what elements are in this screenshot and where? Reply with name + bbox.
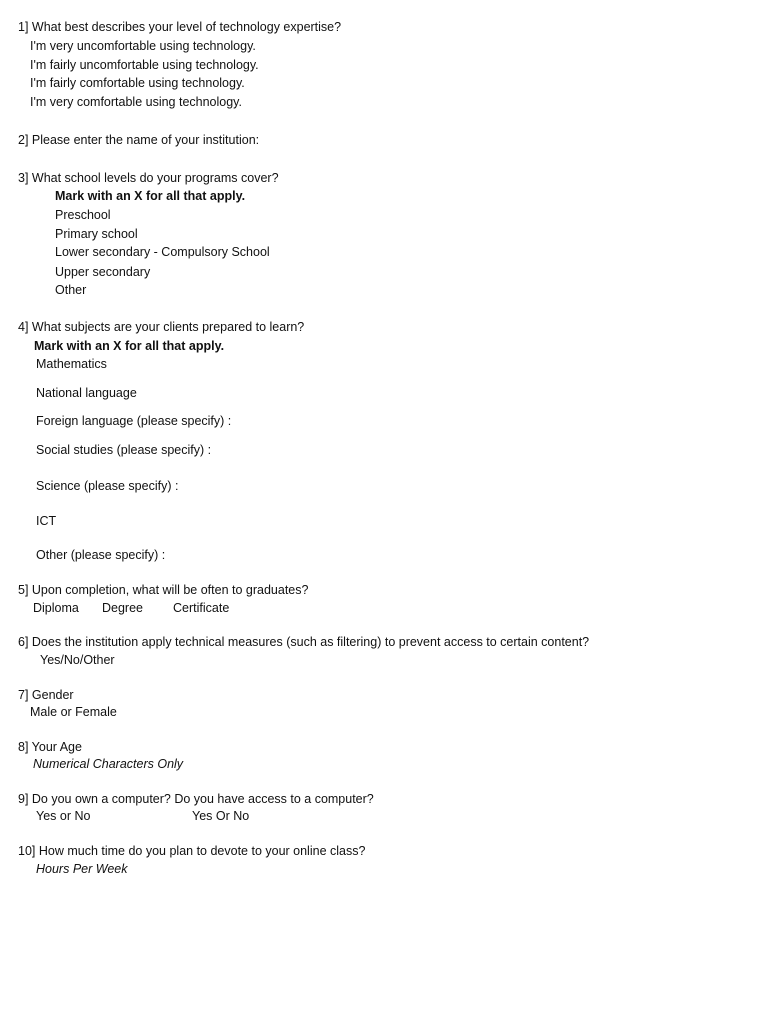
q7-question: 7] Gender xyxy=(18,688,74,702)
q3-option-primary[interactable]: Primary school xyxy=(55,227,138,241)
q4-option-national-language[interactable]: National language xyxy=(36,386,137,400)
q3-option-upper-secondary[interactable]: Upper secondary xyxy=(55,265,151,279)
q6-answer[interactable]: Yes/No/Other xyxy=(40,653,115,667)
q7-answer[interactable]: Male or Female xyxy=(30,705,117,719)
q8-hint[interactable]: Numerical Characters Only xyxy=(33,757,184,771)
q5-option-diploma[interactable]: Diploma xyxy=(33,601,79,615)
q4-option-foreign-language[interactable]: Foreign language (please specify) : xyxy=(36,414,232,428)
q4-option-social-studies[interactable]: Social studies (please specify) : xyxy=(36,443,212,457)
q1-option-fairly-uncomfortable[interactable]: I'm fairly uncomfortable using technology. xyxy=(30,58,259,72)
q3-question: 3] What school levels do your programs cover? xyxy=(18,171,279,185)
q9-answer-access[interactable]: Yes Or No xyxy=(192,809,250,823)
q3-instruction: Mark with an X for all that apply. xyxy=(55,189,246,203)
q3-option-preschool[interactable]: Preschool xyxy=(55,208,111,222)
q10-hint[interactable]: Hours Per Week xyxy=(36,862,128,876)
q4-option-other[interactable]: Other (please specify) : xyxy=(36,548,166,562)
q9-answer-own[interactable]: Yes or No xyxy=(36,809,91,823)
q4-option-science[interactable]: Science (please specify) : xyxy=(36,479,179,493)
q3-option-other[interactable]: Other xyxy=(55,283,87,297)
q9-question: 9] Do you own a computer? Do you have access to a computer? xyxy=(18,792,374,806)
q1-question: 1] What best describes your level of technology expertise? xyxy=(18,20,342,34)
q1-option-very-uncomfortable[interactable]: I'm very uncomfortable using technology. xyxy=(30,39,256,53)
q10-question: 10] How much time do you plan to devote to your online class? xyxy=(18,844,366,858)
q3-option-lower-secondary[interactable]: Lower secondary - Compulsory School xyxy=(55,245,270,259)
q8-question: 8] Your Age xyxy=(18,740,82,754)
q1-option-fairly-comfortable[interactable]: I'm fairly comfortable using technology. xyxy=(30,76,245,90)
q6-question: 6] Does the institution apply technical measures (such as filtering) to prevent access to certain content? xyxy=(18,635,590,649)
q5-option-degree[interactable]: Degree xyxy=(102,601,143,615)
q5-question: 5] Upon completion, what will be often to graduates? xyxy=(18,583,309,597)
q2-question: 2] Please enter the name of your institution: xyxy=(18,133,260,147)
q4-option-mathematics[interactable]: Mathematics xyxy=(36,357,107,371)
q5-option-certificate[interactable]: Certificate xyxy=(173,601,230,615)
q4-instruction: Mark with an X for all that apply. xyxy=(34,339,225,353)
q1-option-very-comfortable[interactable]: I'm very comfortable using technology. xyxy=(30,95,242,109)
q4-option-ict[interactable]: ICT xyxy=(36,514,57,528)
q4-question: 4] What subjects are your clients prepared to learn? xyxy=(18,320,305,334)
